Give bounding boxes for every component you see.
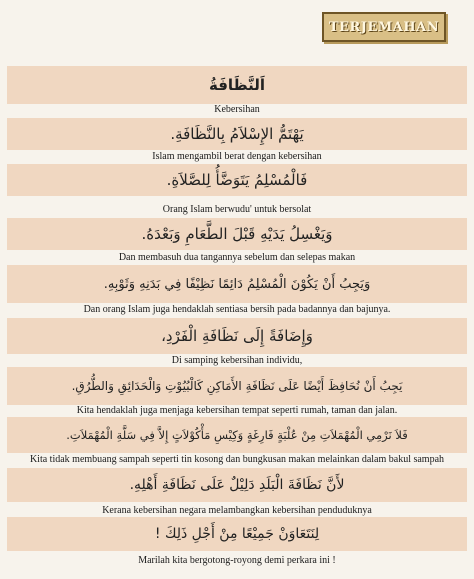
arabic-line: وَإِضَافَةً إِلَى نَظَافَةِ الْفَرْدِ، <box>161 327 313 345</box>
arabic-band <box>7 265 467 303</box>
terjemahan-badge <box>322 12 446 42</box>
translation-line: Marilah kita bergotong-royong demi perkara ini ! <box>138 555 336 566</box>
arabic-title: اَلنَّظَافَةُ <box>208 76 266 94</box>
arabic-band <box>7 468 467 502</box>
translation-line: Orang Islam berwudu' untuk bersolat <box>162 204 312 215</box>
arabic-line: فَالْمُسْلِمُ يَتَوَضَّأُ لِلصَّلاَةِ. <box>166 171 308 189</box>
translation-line: Dan membasuh dua tangannya sebelum dan selepas makan <box>118 252 356 263</box>
arabic-band <box>7 367 467 405</box>
arabic-band <box>7 318 467 354</box>
arabic-band <box>7 417 467 453</box>
translation-line: Islam mengambil berat dengan kebersihan <box>152 151 322 162</box>
arabic-line: فَلاَ نَرْمِي الْمُهْمَلاَتِ مِنْ عُلْبَةٍ فَارِغَةٍ وَكِيْسِ مَأْكُوْلاَتٍ إِلاَّ فِي سَلَّةِ الْمُهْمَلاَتِ. <box>66 428 408 442</box>
arabic-line: وَيَجِبُ أَنْ يَكُوْنَ الْمُسْلِمُ دَائِمًا نَظِيْفًا فِي بَدَنِهِ وَثَوْبِهِ. <box>103 276 371 292</box>
translation-line: Kita tidak membuang sampah seperti tin kosong dan bungkusan makan melainkan dalam bakul sampah <box>29 454 445 465</box>
arabic-line: لأَنَّ نَظَافَةَ الْبَلَدِ دَلِيْلٌ عَلَى نَظَافَةِ أَهْلِهِ. <box>129 477 345 493</box>
translation-line: Kita hendaklah juga menjaga kebersihan tempat seperti rumah, taman dan jalan. <box>76 405 398 416</box>
arabic-line: وَيَغْسِلُ يَدَيْهِ قَبْلَ الطَّعَامِ وَبَعْدَهُ. <box>141 225 333 243</box>
arabic-line: يَجِبُ أَنْ نُحَافِظَ أَيْضًا عَلَى نَظَافَةِ الأَمَاكِنِ كَالْبُيُوْتِ وَالْحَدَائِقِ وَالطُّرُقِ. <box>71 379 403 393</box>
translation-line: Kebersihan <box>214 104 260 115</box>
arabic-band <box>7 517 467 551</box>
arabic-band <box>7 164 467 196</box>
translation-line: Kerana kebersihan negara melambangkan kebersihan penduduknya <box>102 505 372 516</box>
arabic-band <box>7 66 467 104</box>
arabic-band <box>7 118 467 150</box>
translation-line: Di samping kebersihan individu, <box>171 355 303 366</box>
translation-line: Dan orang Islam juga hendaklah sentiasa bersih pada badannya dan bajunya. <box>83 304 391 315</box>
arabic-line: يَهْتَمُّ الإِسْلاَمُ بِالنَّظَافَةِ. <box>170 125 304 143</box>
arabic-line: لِنَتَعَاوَنْ جَمِيْعًا مِنْ أَجْلِ ذَلِكَ ! <box>154 526 320 542</box>
arabic-band <box>7 218 467 250</box>
terjemahan-title: TERJEMAHAN <box>328 19 440 35</box>
